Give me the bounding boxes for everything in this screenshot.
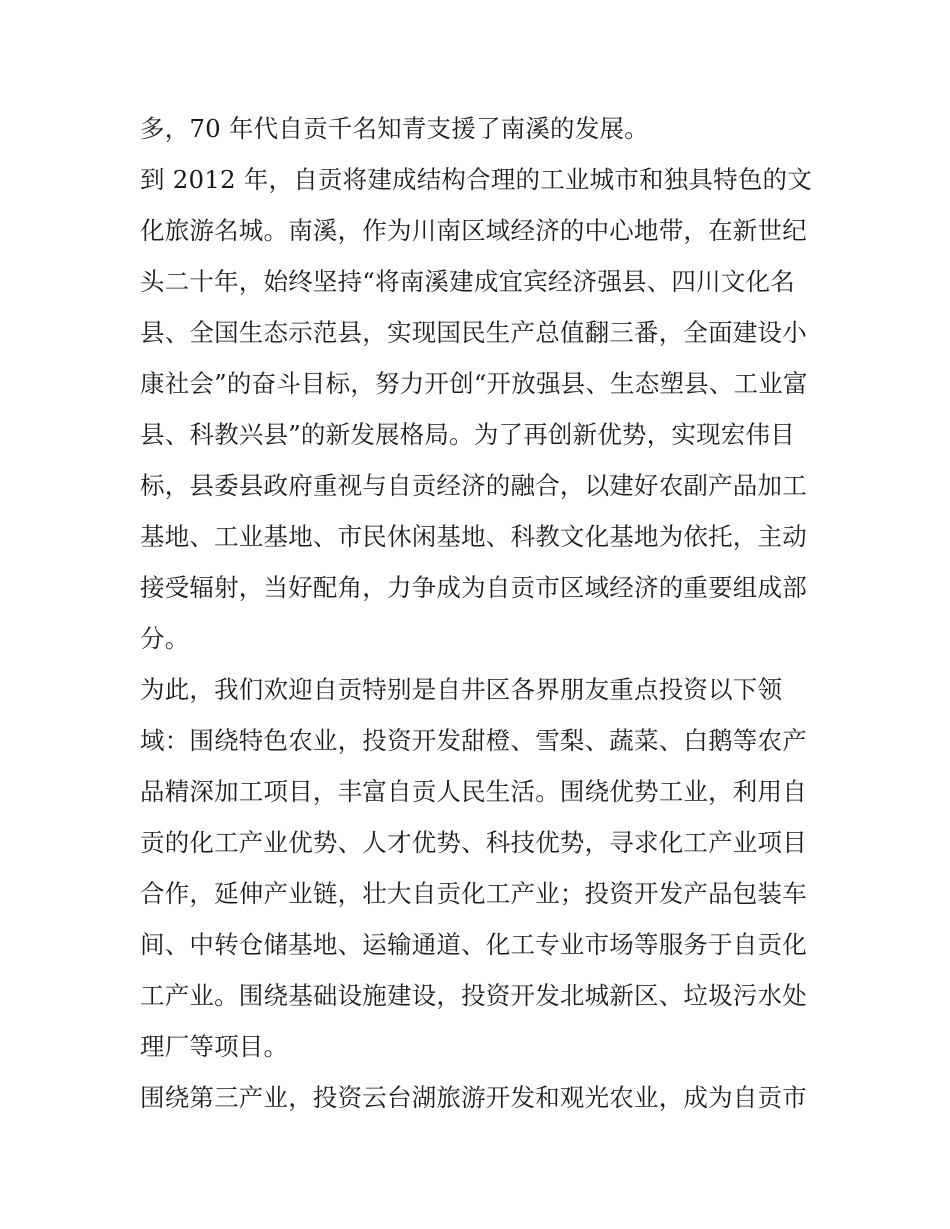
text-line: 围绕第三产业，投资云台湖旅游开发和观光农业，成为自贡市 [140,1083,807,1112]
text-line: 理厂等项目。 [140,1032,289,1061]
text-line: 接受辐射，当好配角，力争成为自贡市区域经济的重要组成部 [140,573,807,602]
text-line: 标，县委县政府重视与自贡经济的融合，以建好农副产品加工 [140,471,807,500]
text-line: 为此，我们欢迎自贡特别是自井区各界朋友重点投资以下领 [140,675,783,704]
text-line: 品精深加工项目，丰富自贡人民生活。围绕优势工业，利用自 [140,777,807,806]
paragraph-4 [140,1072,812,1123]
text-line: 贡的化工产业优势、人才优势、科技优势，寻求化工产业项目 [140,828,807,857]
text-line: 康社会”的奋斗目标，努力开创“开放强县、生态塑县、工业富 [140,369,808,398]
text-line: 多，70 年代自贡千名知青支援了南溪的发展。 [140,114,649,143]
text-line: 分。 [140,624,190,653]
text-line: 基地、工业基地、市民休闲基地、科教文化基地为依托，主动 [140,522,807,551]
text-line: 工产业。围绕基础设施建设，投资开发北城新区、垃圾污水处 [140,981,807,1010]
text-line: 到 2012 年，自贡将建成结构合理的工业城市和独具特色的文 [140,165,812,194]
text-line: 县、科教兴县”的新发展格局。为了再创新优势，实现宏伟目 [140,420,795,449]
text-line: 域：围绕特色农业，投资开发甜橙、雪梨、蔬菜、白鹅等农产 [140,726,807,755]
paragraph-2 [140,154,812,664]
paragraph-1 [140,103,812,154]
document-body [140,103,812,1123]
text-line: 头二十年，始终坚持“将南溪建成宜宾经济强县、四川文化名 [140,267,795,296]
text-line: 化旅游名城。南溪，作为川南区域经济的中心地带，在新世纪 [140,216,807,245]
text-line: 县、全国生态示范县，实现国民生产总值翻三番，全面建设小 [140,318,807,347]
paragraph-3 [140,664,812,1072]
text-line: 合作，延伸产业链，壮大自贡化工产业；投资开发产品包装车 [140,879,807,908]
text-line: 间、中转仓储基地、运输通道、化工专业市场等服务于自贡化 [140,930,807,959]
